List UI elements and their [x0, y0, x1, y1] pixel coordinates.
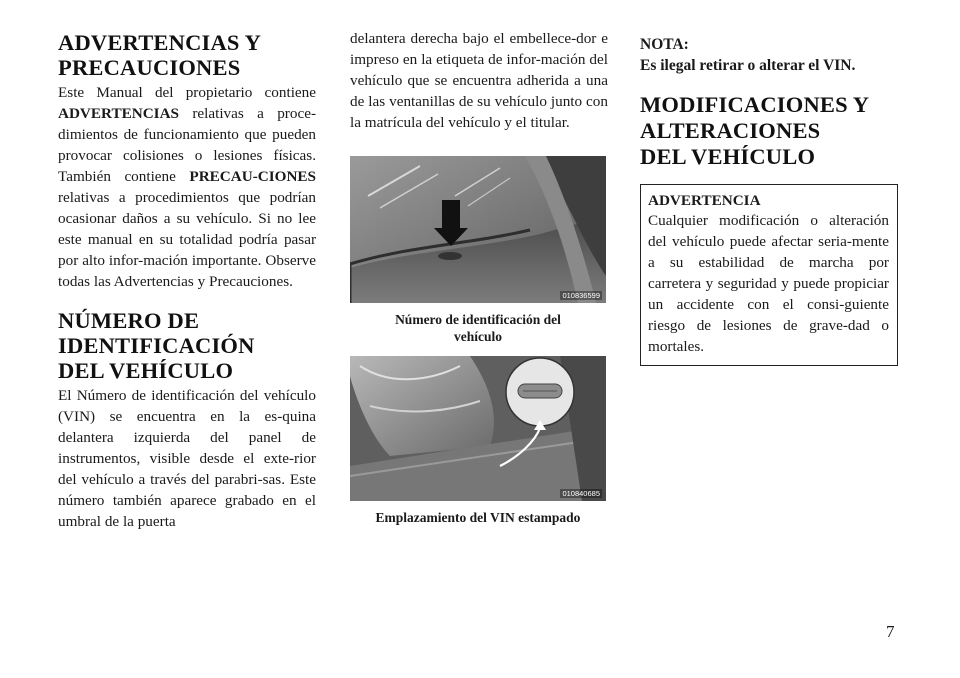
left-column	[58, 30, 316, 532]
para-text: relativas a proce-dimientos de funcionamiento que pueden provocar colisiones o lesiones físicas. También contiene	[58, 105, 316, 185]
warning-text: Cualquier modificación o alteración del vehículo puede afectar seria-mente a su estabilidad de marcha por carretera y seguridad y puede propiciar un accidente con el consi-guiente riesgo de lesiones de grave-dad o mortales.	[648, 212, 889, 355]
heading-modifications: MODIFICACIONES Y ALTERACIONES DEL VEHÍCULO	[640, 92, 869, 169]
note-label: NOTA:	[640, 36, 689, 53]
warning-title: ADVERTENCIA	[648, 192, 761, 209]
para-text: relativas a procedimientos que podrían ocasionar daños a su vehículo. Si no lee este manual en su totalidad podría pasar por alto infor-mación importante. Observe todas las Advertencias y Precauciones.	[58, 189, 316, 290]
heading-warnings-cautions: ADVERTENCIAS Y PRECAUCIONES	[58, 30, 261, 80]
page-number: 7	[886, 622, 895, 641]
heading-vin: NÚMERO DE IDENTIFICACIÓN DEL VEHÍCULO	[58, 308, 255, 383]
caption-vin-stamped: Emplazamiento del VIN estampado	[375, 510, 581, 525]
paragraph-vin: El Número de identificación del vehículo (VIN) se encuentra en la es-quina delantera izquierda del panel de instrumentos, visible desde el exte-rior del vehículo a través del parabri-sas. Este número también aparece grabado en el umbral de la puerta	[58, 387, 316, 530]
right-column	[640, 34, 898, 366]
bold-term-precauciones: PRECAU-CIONES	[189, 168, 316, 185]
middle-column	[350, 30, 608, 650]
door-sill-illustration	[350, 356, 606, 501]
figure-vin-stamped	[350, 356, 606, 501]
warning-box	[640, 184, 898, 366]
paragraph-vin-continued: delantera derecha bajo el embellece-dor e impreso en la etiqueta de infor-mación del vehículo que se encuentra adherida a una de las ventanillas de su vehículo junto con la matrícula del vehículo y el titular.	[350, 30, 608, 131]
figure-vin-windshield	[350, 156, 606, 303]
bold-term-advertencias: ADVERTENCIAS	[58, 105, 179, 122]
para-text: Este Manual del propietario contiene	[58, 84, 316, 101]
caption-vin-windshield: Número de identificación del vehículo	[395, 312, 561, 344]
paragraph-warnings	[58, 82, 316, 292]
note-text: Es ilegal retirar o alterar el VIN.	[640, 57, 856, 74]
figure-code: 010840685	[562, 489, 600, 498]
windshield-illustration	[350, 156, 606, 303]
figure-code: 010836599	[562, 291, 600, 300]
